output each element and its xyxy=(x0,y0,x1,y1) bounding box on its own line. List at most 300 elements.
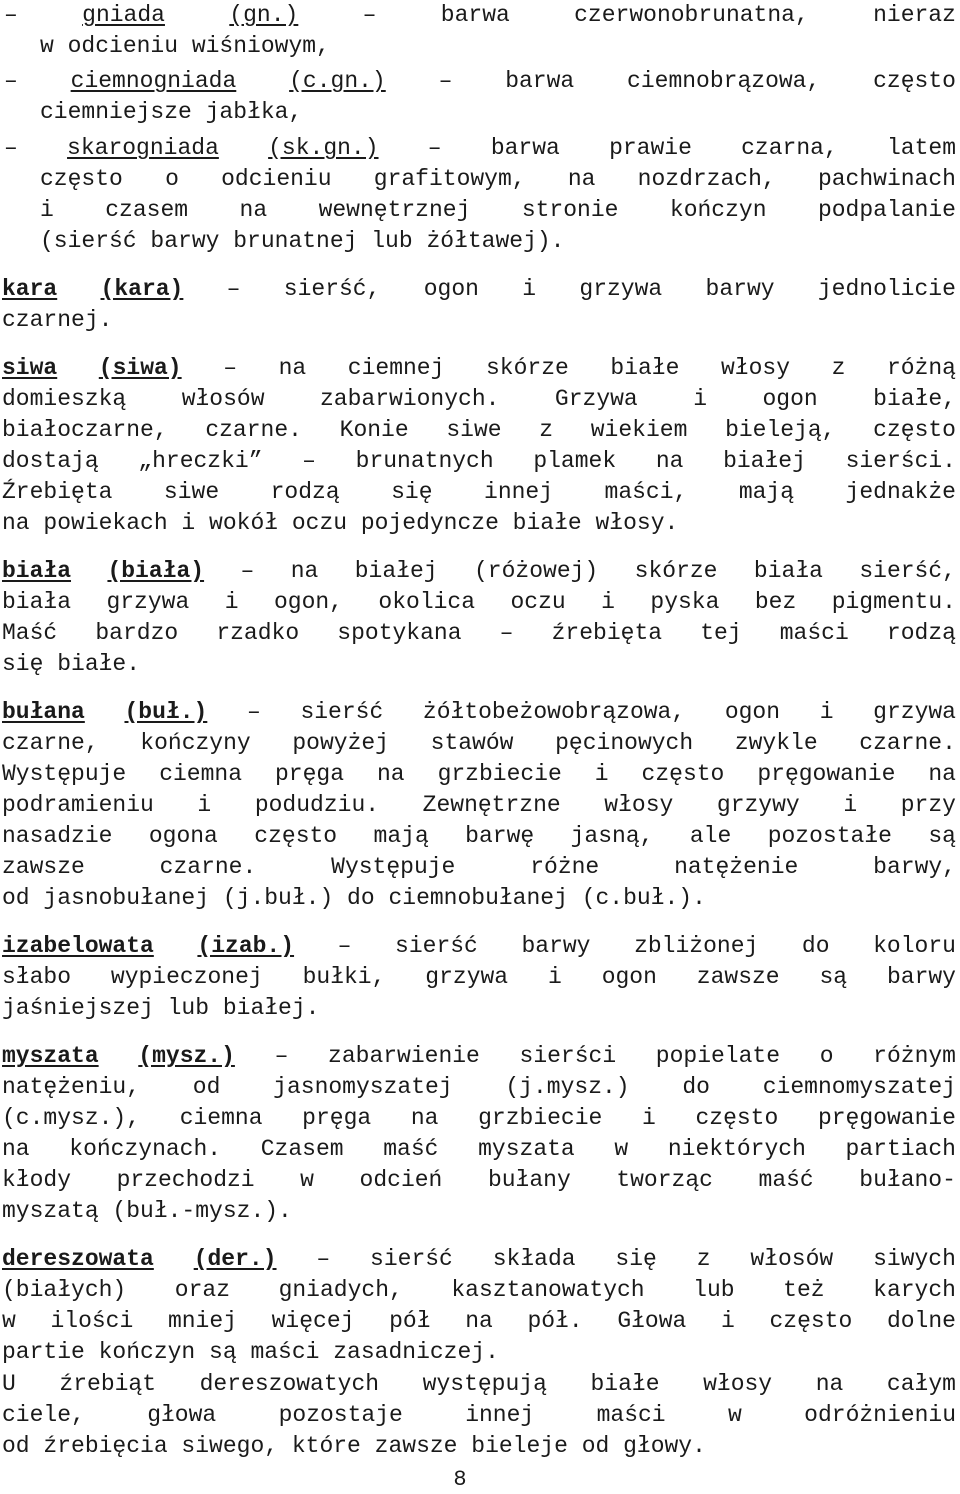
text-word: podramieniu xyxy=(2,792,154,818)
text-word: i xyxy=(594,761,609,787)
text-word: (izab.) xyxy=(197,933,295,959)
text-word: dereszowatych xyxy=(199,1371,380,1397)
text-word: z xyxy=(696,1246,711,1272)
text-word: kara xyxy=(2,276,58,302)
text-word: od jasnobułanej (j.buł.) do ciemnobułanej (c.buł.). xyxy=(2,885,706,911)
text-word: włosów xyxy=(750,1246,834,1272)
text-word: rodzą xyxy=(886,620,956,646)
text-word: i xyxy=(40,197,54,223)
text-word: różnym xyxy=(873,1043,956,1069)
text-word: tej xyxy=(700,620,742,646)
text-word: z xyxy=(831,355,846,381)
text-word: – xyxy=(362,2,377,28)
text-word: biała xyxy=(753,558,823,584)
text-word: zabarwionych. xyxy=(320,386,500,412)
text-word: białe xyxy=(590,1371,660,1397)
text-word: grzywy xyxy=(716,792,800,818)
text-line xyxy=(2,821,956,852)
text-word: ciemna xyxy=(179,1105,263,1131)
text-line xyxy=(2,618,956,649)
text-word: siwa xyxy=(2,355,58,381)
text-word: jasną, xyxy=(570,823,654,849)
text-word: – xyxy=(427,135,442,161)
text-line xyxy=(2,353,956,384)
text-word: czarne. xyxy=(205,417,302,443)
text-word: myszatą (buł.-mysz.). xyxy=(2,1198,292,1224)
text-line xyxy=(2,1275,956,1306)
text-word: ogon xyxy=(423,276,479,302)
text-word: oraz xyxy=(174,1277,231,1303)
text-word: się białe. xyxy=(2,651,141,677)
text-word: bułany xyxy=(487,1167,571,1193)
text-word: pozostałe xyxy=(767,823,892,849)
text-word: pyska xyxy=(650,589,720,615)
text-word: bułana xyxy=(2,699,85,725)
text-word: i xyxy=(819,699,834,725)
text-word: dostają xyxy=(2,448,99,474)
text-word: dolne xyxy=(886,1308,956,1334)
text-line xyxy=(2,274,956,305)
text-word: czasem xyxy=(105,197,189,223)
text-word: innej xyxy=(465,1402,535,1428)
text-word: bardzo xyxy=(95,620,179,646)
text-line xyxy=(2,993,319,1024)
text-word: biała xyxy=(2,558,72,584)
text-word: na xyxy=(567,166,596,192)
text-word: i xyxy=(197,792,212,818)
text-line xyxy=(2,1196,292,1227)
text-word: mają xyxy=(373,823,429,849)
text-word: – xyxy=(4,2,18,28)
text-word: – xyxy=(302,448,316,474)
text-word: sierść, xyxy=(859,558,956,584)
text-word: Źrebięta xyxy=(2,479,113,505)
text-word: skarogniada xyxy=(67,135,219,161)
text-word: spotykana xyxy=(337,620,462,646)
text-word: zbliżonej xyxy=(634,933,759,959)
text-word: żółtobeżowobrązowa, xyxy=(422,699,686,725)
text-line xyxy=(2,305,112,336)
text-word: bułki, xyxy=(302,964,386,990)
text-word: i xyxy=(601,589,615,615)
text-word: na xyxy=(290,558,319,584)
text-word: sierści xyxy=(519,1043,617,1069)
text-word: w xyxy=(727,1402,742,1428)
text-word: i xyxy=(548,964,562,990)
text-word: w odcieniu wiśniowym, xyxy=(40,33,330,59)
text-word: partie kończyn są maści zasadniczej. xyxy=(2,1339,499,1365)
text-line xyxy=(40,226,565,257)
text-line xyxy=(2,1134,956,1165)
text-line xyxy=(2,1431,706,1462)
text-word: barwa xyxy=(490,135,560,161)
text-word: ilości xyxy=(50,1308,134,1334)
text-word: barwa xyxy=(505,68,575,94)
text-word: są xyxy=(819,964,848,990)
text-word: włosy xyxy=(720,355,790,381)
text-word: biała xyxy=(2,589,72,615)
text-word: „hreczki” xyxy=(138,448,263,474)
text-word: gniadych, xyxy=(278,1277,403,1303)
text-word: mniej xyxy=(167,1308,237,1334)
text-word: kłody xyxy=(2,1167,72,1193)
text-word: są xyxy=(928,823,956,849)
text-line xyxy=(4,133,956,164)
text-word: – xyxy=(337,933,352,959)
text-word: na xyxy=(465,1308,493,1334)
text-word: o xyxy=(165,166,179,192)
text-word: jednakże xyxy=(845,479,956,505)
text-word: nozdrzach, xyxy=(637,166,776,192)
text-word: włosy xyxy=(604,792,674,818)
text-word: Grzywa xyxy=(554,386,638,412)
text-word: od źrebięcia siwego, które zawsze bieleje od głowy. xyxy=(2,1433,706,1459)
text-word: (białych) xyxy=(2,1277,127,1303)
text-word: i xyxy=(224,589,239,615)
text-word: prawie xyxy=(609,135,692,161)
text-word: słabo xyxy=(2,964,72,990)
text-word: maści, xyxy=(604,479,688,505)
text-word: grzywa xyxy=(106,589,190,615)
text-line xyxy=(2,759,956,790)
text-word: źrebiąt xyxy=(59,1371,157,1397)
text-word: często xyxy=(254,823,338,849)
text-word: na xyxy=(815,1371,844,1397)
text-word: bez xyxy=(754,589,797,615)
text-word: Zewnętrzne xyxy=(422,792,561,818)
text-word: natężenie xyxy=(674,854,799,880)
text-word: czarna, xyxy=(741,135,838,161)
text-word: całym xyxy=(886,1371,956,1397)
text-word: rodzą xyxy=(270,479,340,505)
text-word: oczu xyxy=(510,589,566,615)
text-word: sierść, xyxy=(283,276,381,302)
text-word: głowa xyxy=(147,1402,217,1428)
text-word: w xyxy=(614,1136,629,1162)
text-word: ciemnomyszatej xyxy=(762,1074,956,1100)
text-word: ciemniejsze jabłka, xyxy=(40,99,303,125)
text-word: wewnętrznej xyxy=(318,197,471,223)
text-word: bieleją, xyxy=(725,417,836,443)
text-word: (der.) xyxy=(193,1246,277,1272)
text-word: siwe xyxy=(446,417,502,443)
text-word: ogon xyxy=(762,386,818,412)
text-word: Występuje xyxy=(2,761,127,787)
text-word: (j.mysz.) xyxy=(505,1074,630,1100)
text-line xyxy=(2,1072,956,1103)
text-word: stronie xyxy=(521,197,619,223)
text-line xyxy=(2,477,956,508)
text-word: pół xyxy=(389,1308,431,1334)
text-word: czarnej. xyxy=(2,307,113,333)
text-word: jaśniejszej lub białej. xyxy=(2,995,320,1021)
text-word: włosy xyxy=(703,1371,773,1397)
text-word: – xyxy=(4,135,18,161)
text-word: partiach xyxy=(845,1136,956,1162)
text-word: często xyxy=(873,68,956,94)
text-word: odcieniu xyxy=(221,166,332,192)
text-word: włosów xyxy=(181,386,265,412)
text-word: wiekiem xyxy=(590,417,688,443)
text-word: gniada xyxy=(82,2,165,28)
text-word: często xyxy=(873,417,956,443)
text-word: ale xyxy=(689,823,732,849)
text-word: popielate xyxy=(655,1043,781,1069)
page-number: 8 xyxy=(453,1467,467,1492)
text-word: – xyxy=(4,68,18,94)
text-word: ogon xyxy=(724,699,781,725)
text-word: – xyxy=(499,620,514,646)
text-word: grzywa xyxy=(873,699,956,725)
text-word: ogon, xyxy=(273,589,343,615)
text-line xyxy=(2,1306,956,1337)
text-word: i xyxy=(843,792,858,818)
text-line xyxy=(2,852,956,883)
text-word: (biała) xyxy=(107,558,205,584)
text-word: ciemnej xyxy=(347,355,445,381)
text-word: Czasem xyxy=(260,1136,344,1162)
text-word: Głowa xyxy=(617,1308,687,1334)
text-word: (sierść barwy brunatnej lub żółtawej). xyxy=(40,228,565,254)
text-word: (c.gn.) xyxy=(289,68,386,94)
text-word: (buł.) xyxy=(124,699,208,725)
text-word: natężeniu, xyxy=(2,1074,141,1100)
text-word: więcej xyxy=(271,1308,355,1334)
text-word: – xyxy=(316,1246,331,1272)
text-word: nasadzie xyxy=(2,823,113,849)
text-line xyxy=(40,97,302,128)
text-word: okolica xyxy=(378,589,476,615)
text-word: niektórych xyxy=(667,1136,806,1162)
text-word: kończynach. xyxy=(69,1136,222,1162)
text-word: różne xyxy=(530,854,600,880)
text-word: maści xyxy=(596,1402,666,1428)
text-word: siwe xyxy=(163,479,220,505)
text-word: zwykle xyxy=(734,730,818,756)
text-word: kończyn xyxy=(669,197,767,223)
text-line xyxy=(40,31,330,62)
text-line xyxy=(2,790,956,821)
text-word: (siwa) xyxy=(98,355,182,381)
text-word: tworząc xyxy=(616,1167,713,1193)
text-line xyxy=(2,1165,956,1196)
text-word: – xyxy=(240,558,255,584)
text-word: brunatnych xyxy=(355,448,494,474)
text-word: jednolicie xyxy=(817,276,956,302)
text-word: na xyxy=(410,1105,439,1131)
text-word: maść xyxy=(758,1167,814,1193)
text-word: pigmentu. xyxy=(831,589,956,615)
text-word: pręgowanie xyxy=(817,1105,956,1131)
text-word: myszata xyxy=(2,1043,99,1069)
text-word: ciemnobrązowa, xyxy=(627,68,821,94)
text-word: też xyxy=(783,1277,825,1303)
text-word: czerwonobrunatna, xyxy=(574,2,809,28)
text-word: (c.mysz.), xyxy=(2,1105,141,1131)
text-word: – xyxy=(226,276,241,302)
text-line xyxy=(40,164,956,195)
text-word: rzadko xyxy=(216,620,300,646)
text-word: sierść xyxy=(370,1246,453,1272)
text-word: koloru xyxy=(873,933,956,959)
text-word: – xyxy=(438,68,453,94)
text-word: – xyxy=(223,355,238,381)
text-word: pęcinowych xyxy=(555,730,694,756)
text-line xyxy=(4,66,956,97)
text-line xyxy=(40,195,956,226)
text-word: na xyxy=(376,761,405,787)
text-word: jasnomyszatej xyxy=(273,1074,453,1100)
text-word: białej xyxy=(354,558,438,584)
text-word: na xyxy=(2,1136,30,1162)
text-word: źrebięta xyxy=(551,620,663,646)
text-word: grzbiecie xyxy=(437,761,562,787)
text-word: barwy xyxy=(886,964,956,990)
text-word: często xyxy=(769,1308,853,1334)
text-word: czarne. xyxy=(159,854,257,880)
text-word: podpalanie xyxy=(817,197,956,223)
text-word: zawsze xyxy=(2,854,85,880)
text-word: – xyxy=(274,1043,289,1069)
text-word: domieszką xyxy=(2,386,127,412)
text-line xyxy=(2,446,956,477)
text-word: często xyxy=(695,1105,779,1131)
text-word: często xyxy=(40,166,123,192)
text-word: grzywa xyxy=(579,276,663,302)
text-line xyxy=(2,1337,499,1368)
text-word: do xyxy=(682,1074,710,1100)
text-word: na xyxy=(655,448,684,474)
text-word: różną xyxy=(886,355,956,381)
text-word: Maść xyxy=(2,620,58,646)
text-word: pachwinach xyxy=(817,166,956,192)
text-word: barwy xyxy=(705,276,775,302)
text-word: pół. xyxy=(527,1308,583,1334)
text-word: do xyxy=(801,933,830,959)
text-word: lub xyxy=(693,1277,735,1303)
text-line xyxy=(2,508,678,539)
text-word: mają xyxy=(738,479,795,505)
text-word: od xyxy=(192,1074,221,1100)
text-word: stawów xyxy=(430,730,514,756)
text-word: siwych xyxy=(873,1246,956,1272)
text-word: zabarwienie xyxy=(328,1043,480,1069)
text-line xyxy=(2,1369,956,1400)
text-word: ciemnogniada xyxy=(70,68,237,94)
text-word: karych xyxy=(873,1277,956,1303)
text-word: w xyxy=(2,1308,16,1334)
text-word: się xyxy=(615,1246,657,1272)
text-word: sierść xyxy=(300,699,384,725)
text-word: o xyxy=(819,1043,834,1069)
text-line xyxy=(2,1244,956,1275)
text-word: innej xyxy=(484,479,554,505)
text-word: dereszowata xyxy=(2,1246,154,1272)
text-word: maść xyxy=(383,1136,439,1162)
text-word: ciemna xyxy=(159,761,243,787)
text-word: się xyxy=(391,479,433,505)
text-word: odróżnieniu xyxy=(804,1402,956,1428)
text-word: (mysz.) xyxy=(138,1043,235,1069)
text-word: (sk.gn.) xyxy=(268,135,379,161)
text-word: podudziu. xyxy=(254,792,380,818)
text-word: skórze xyxy=(634,558,718,584)
text-word: (gn.) xyxy=(229,2,299,28)
text-word: z xyxy=(539,417,554,443)
text-word: Konie xyxy=(339,417,409,443)
text-word: barwy xyxy=(521,933,591,959)
text-word: bułano- xyxy=(859,1167,956,1193)
text-word: przechodzi xyxy=(116,1167,255,1193)
text-word: myszata xyxy=(478,1136,575,1162)
text-word: odcień xyxy=(359,1167,443,1193)
text-word: sierść xyxy=(395,933,478,959)
text-word: wypieczonej xyxy=(110,964,263,990)
text-word: – xyxy=(246,699,261,725)
text-word: izabelowata xyxy=(2,933,154,959)
text-word: i xyxy=(642,1105,656,1131)
text-word: powyżej xyxy=(292,730,389,756)
text-word: kasztanowatych xyxy=(451,1277,645,1303)
text-word: U xyxy=(2,1371,16,1397)
text-word: skórze xyxy=(485,355,569,381)
text-word: ogona xyxy=(148,823,218,849)
text-word: składa xyxy=(492,1246,576,1272)
text-word: sierści. xyxy=(845,448,956,474)
text-word: (różowej) xyxy=(474,558,599,584)
text-word: na powiekach i wokół oczu pojedyncze białe włosy. xyxy=(2,510,679,536)
text-line xyxy=(2,649,140,680)
text-word: pręga xyxy=(302,1105,372,1131)
text-word: grzywa xyxy=(425,964,509,990)
text-word: na xyxy=(928,761,956,787)
text-line xyxy=(2,556,956,587)
text-word: barwy, xyxy=(873,854,956,880)
text-line xyxy=(2,883,706,914)
text-word: białoczarne, xyxy=(2,417,168,443)
text-word: barwę xyxy=(465,823,535,849)
text-word: i xyxy=(693,386,708,412)
text-word: ogon xyxy=(601,964,657,990)
text-word: pozostaje xyxy=(278,1402,403,1428)
text-word: pręga xyxy=(275,761,345,787)
text-line xyxy=(2,728,956,759)
text-word: często xyxy=(641,761,725,787)
text-word: białe, xyxy=(873,386,956,412)
text-line xyxy=(2,1400,956,1431)
text-word: kończyny xyxy=(140,730,251,756)
text-word: przy xyxy=(900,792,956,818)
text-word: ciele, xyxy=(2,1402,85,1428)
text-word: nieraz xyxy=(873,2,956,28)
text-line xyxy=(4,0,956,31)
text-word: grzbiecie xyxy=(478,1105,603,1131)
text-word: plamek xyxy=(533,448,617,474)
text-word: w xyxy=(300,1167,314,1193)
text-word: i xyxy=(522,276,537,302)
text-word: na xyxy=(278,355,307,381)
text-word: występują xyxy=(422,1371,547,1397)
text-word: maści xyxy=(779,620,849,646)
text-line xyxy=(2,384,956,415)
text-word: na xyxy=(239,197,268,223)
text-word: latem xyxy=(886,135,956,161)
text-word: zawsze xyxy=(696,964,780,990)
text-word: białe xyxy=(610,355,680,381)
text-word: (kara) xyxy=(100,276,184,302)
text-line xyxy=(2,697,956,728)
text-word: pręgowanie xyxy=(757,761,896,787)
